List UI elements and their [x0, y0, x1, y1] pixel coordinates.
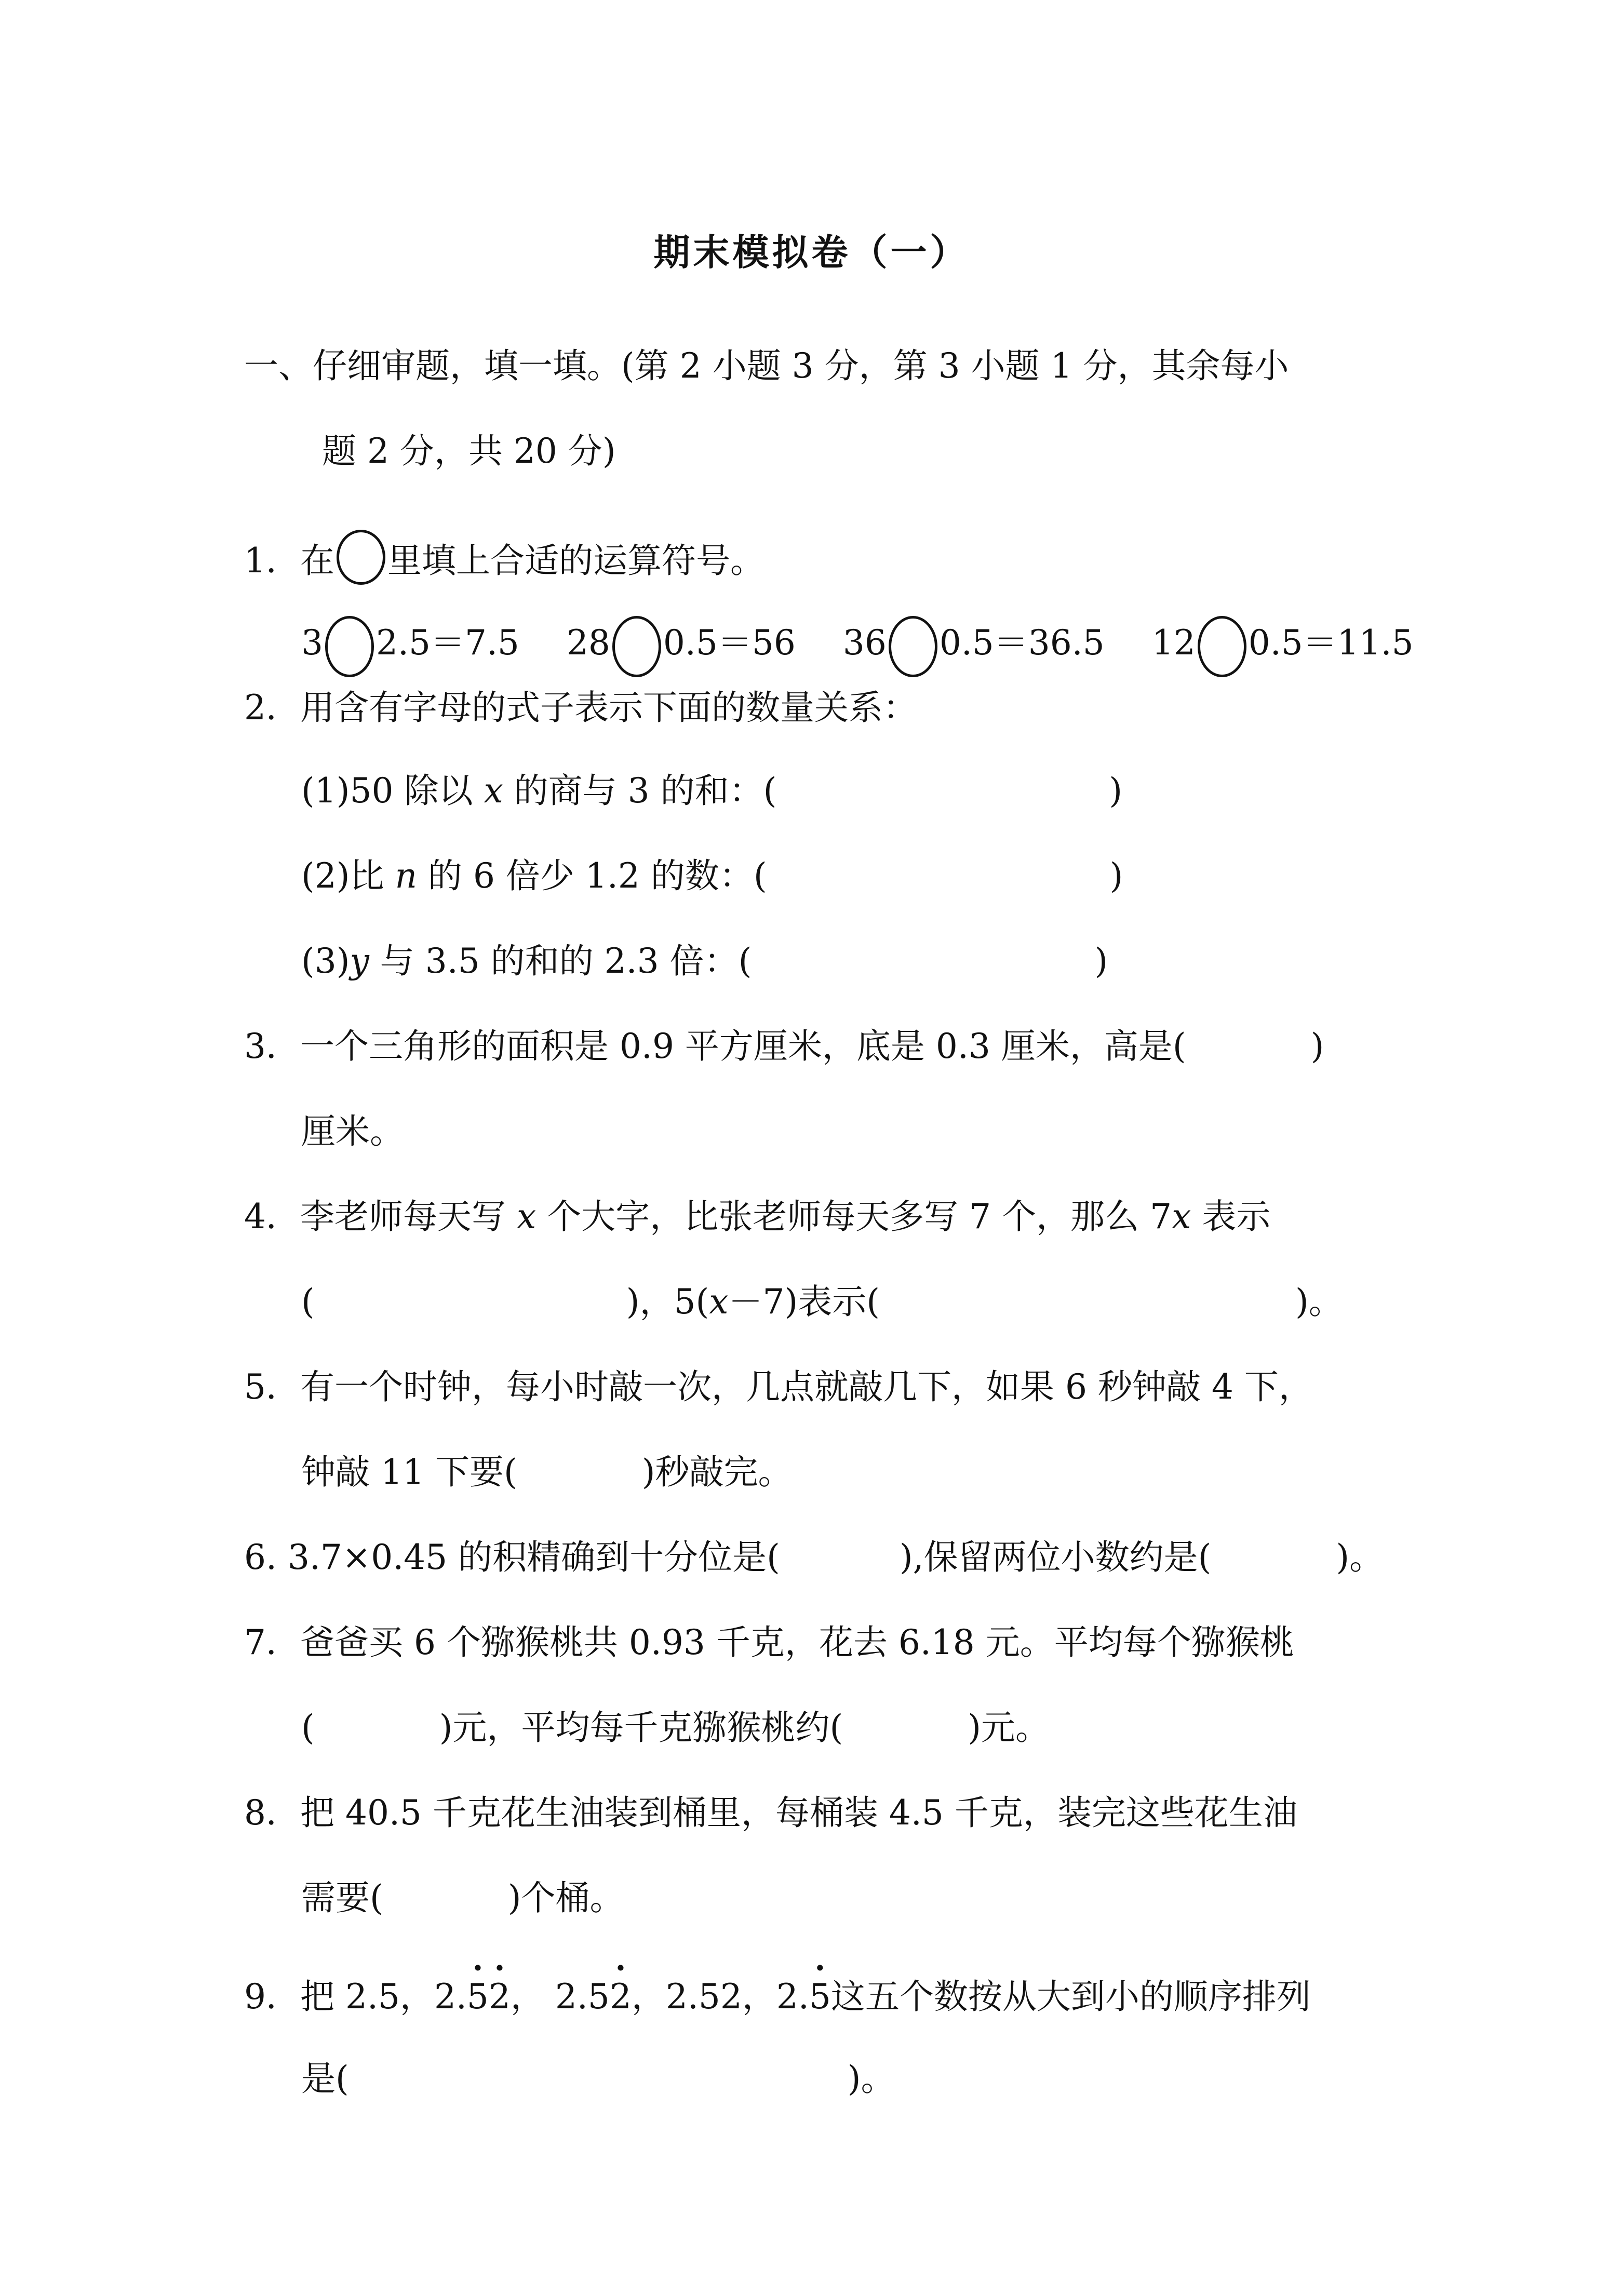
question-4-line1: 4．李老师每天写 x 个大字，比张老师每天多写 7 个，那么 7x 表示 — [244, 1197, 1271, 1237]
question-8-line1: 8．把 40.5 千克花生油装到桶里，每桶装 4.5 千克，装完这些花生油 — [244, 1793, 1297, 1833]
question-3-line1: 3．一个三角形的面积是 0.9 平方厘米，底是 0.3 厘米，高是( ) — [244, 1026, 1324, 1066]
question-7-line2: ( )元，平均每千克猕猴桃约( )元。 — [301, 1708, 1050, 1748]
question-2-stem: 2．用含有字母的式子表示下面的数量关系： — [244, 688, 917, 728]
question-1-expressions: 3 2.5＝7.5 28 0.5＝56 36 0.5＝36.5 12 0.5＝11.5 — [301, 616, 1414, 677]
question-3-line2: 厘米。 — [301, 1111, 404, 1151]
question-9-line1: 9．把 2.5，2.· 5· 2， 2.5· 2，2.52，2.· 5这五个数按从大到小的顺序排列 — [244, 1980, 1311, 2014]
question-6: 6. 3.7×0.45 的积精确到十分位是( ),保留两位小数约是( )。 — [244, 1537, 1384, 1577]
repeating-dot-digit: · 5 — [809, 1980, 831, 2014]
question-2-part-1: (1)50 除以 x 的商与 3 的和：( ) — [301, 771, 1123, 811]
operator-circle-4[interactable] — [1198, 616, 1246, 677]
repeating-dot-digit: · 5 — [467, 1980, 489, 2014]
question-8-line2: 需要( )个桶。 — [301, 1878, 624, 1918]
question-9-line2: 是( )。 — [301, 2059, 895, 2099]
page-title: 期末模拟卷（一） — [653, 231, 970, 274]
section-heading-line1: 一、仔细审题，填一填。(第 2 小题 3 分，第 3 小题 1 分，其余每小 — [244, 346, 1289, 386]
blank-circle[interactable] — [337, 530, 385, 585]
repeating-dot-digit: · 2 — [489, 1980, 511, 2014]
operator-circle-3[interactable] — [889, 616, 937, 677]
question-4-line2: ( )，5(x－7)表示( )。 — [301, 1282, 1343, 1322]
question-5-line2: 钟敲 11 下要( )秒敲完。 — [301, 1452, 793, 1492]
operator-circle-2[interactable] — [612, 616, 661, 677]
section-heading-line2: 题 2 分，共 20 分) — [322, 431, 616, 471]
question-5-line1: 5．有一个时钟，每小时敲一次，几点就敲几下，如果 6 秒钟敲 4 下， — [244, 1367, 1313, 1407]
question-2-part-2: (2)比 n 的 6 倍少 1.2 的数：( ) — [301, 856, 1123, 896]
question-1-stem: 1．在 里填上合适的运算符号。 — [244, 530, 764, 585]
operator-circle-1[interactable] — [325, 616, 374, 677]
question-2-part-3: (3)y 与 3.5 的和的 2.3 倍：( ) — [301, 941, 1108, 981]
repeating-dot-digit: · 2 — [610, 1980, 632, 2014]
question-7-line1: 7．爸爸买 6 个猕猴桃共 0.93 千克，花去 6.18 元。平均每个猕猴桃 — [244, 1622, 1294, 1662]
